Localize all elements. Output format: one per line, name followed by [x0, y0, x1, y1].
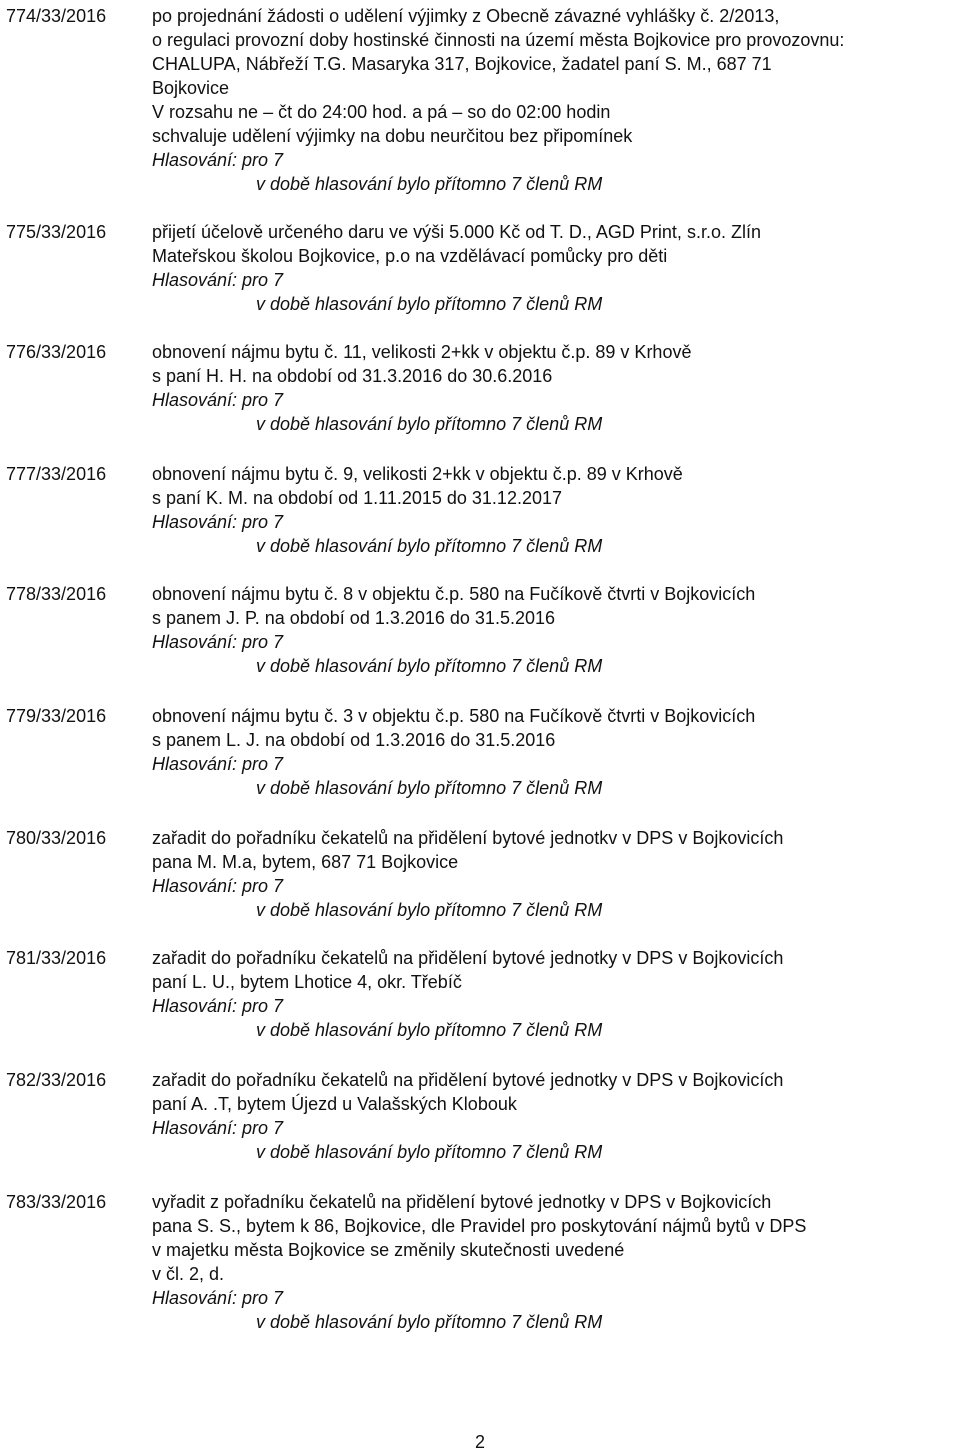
resolution-text-line: obnovení nájmu bytu č. 8 v objektu č.p. 580 na Fučíkově čtvrti v Bojkovicích: [152, 584, 756, 604]
resolution-text-line: obnovení nájmu bytu č. 9, velikosti 2+kk v objektu č.p. 89 v Krhově: [152, 464, 683, 484]
resolution-text-line: vyřadit z pořadníku čekatelů na přidělení bytové jednotky v DPS v Bojkovicích: [152, 1192, 772, 1212]
vote-result: Hlasování: pro 7: [152, 754, 284, 774]
resolution-text-line: paní A. .T, bytem Újezd u Valašských Klobouk: [152, 1094, 517, 1114]
member-presence: v době hlasování bylo přítomno 7 členů RM: [256, 1142, 603, 1162]
vote-result: Hlasování: pro 7: [152, 512, 284, 532]
resolution-body: [152, 4, 952, 196]
resolution-number: 780/33/2016: [6, 828, 107, 848]
vote-result: Hlasování: pro 7: [152, 1118, 284, 1138]
resolution-text-line: Bojkovice: [152, 78, 230, 98]
resolution-text-line: zařadit do pořadníku čekatelů na přidělení bytové jednotky v DPS v Bojkovicích: [152, 1070, 784, 1090]
resolution-text-line: v majetku města Bojkovice se změnily skutečnosti uvedené: [152, 1240, 625, 1260]
vote-result: Hlasování: pro 7: [152, 632, 284, 652]
member-presence: v době hlasování bylo přítomno 7 členů RM: [256, 778, 603, 798]
resolution-text-line: s panem L. J. na období od 1.3.2016 do 31.5.2016: [152, 730, 556, 750]
resolution-number: 777/33/2016: [6, 464, 107, 484]
resolution-number: 781/33/2016: [6, 948, 107, 968]
resolution-text-line: po projednání žádosti o udělení výjimky z Obecně závazné vyhlášky č. 2/2013,: [152, 6, 780, 26]
resolution-text-line: zařadit do pořadníku čekatelů na přidělení bytové jednotky v DPS v Bojkovicích: [152, 948, 784, 968]
resolution-body: [152, 340, 952, 436]
resolution-text-line: o regulaci provozní doby hostinské činnosti na území města Bojkovice pro provozovnu:: [152, 30, 845, 50]
resolution-text-line: pana M. M.a, bytem, 687 71 Bojkovice: [152, 852, 459, 872]
resolution-body: [152, 220, 952, 316]
page-number: 2: [474, 1432, 485, 1452]
resolution-text-line: v čl. 2, d.: [152, 1264, 225, 1284]
resolution-number: 778/33/2016: [6, 584, 107, 604]
resolution-text-line: s paní H. H. na období od 31.3.2016 do 30.6.2016: [152, 366, 553, 386]
resolution-text-line: V rozsahu ne – čt do 24:00 hod. a pá – so do 02:00 hodin: [152, 102, 611, 122]
resolution-body: [152, 462, 952, 558]
vote-result: Hlasování: pro 7: [152, 996, 284, 1016]
resolution-body: [152, 1068, 952, 1164]
resolution-text-line: zařadit do pořadníku čekatelů na přidělení bytové jednotkv v DPS v Bojkovicích: [152, 828, 784, 848]
resolution-number: 779/33/2016: [6, 706, 107, 726]
resolution-text-line: s paní K. M. na období od 1.11.2015 do 31.12.2017: [152, 488, 562, 508]
resolution-text-line: přijetí účelově určeného daru ve výši 5.000 Kč od T. D., AGD Print, s.r.o. Zlín: [152, 222, 761, 242]
resolution-text-line: Mateřskou školou Bojkovice, p.o na vzdělávací pomůcky pro děti: [152, 246, 668, 266]
resolution-text-line: obnovení nájmu bytu č. 3 v objektu č.p. 580 na Fučíkově čtvrti v Bojkovicích: [152, 706, 756, 726]
member-presence: v době hlasování bylo přítomno 7 členů RM: [256, 414, 603, 434]
member-presence: v době hlasování bylo přítomno 7 členů RM: [256, 656, 603, 676]
resolution-body: [152, 1190, 952, 1334]
resolution-text-line: paní L. U., bytem Lhotice 4, okr. Třebíč: [152, 972, 462, 992]
vote-result: Hlasování: pro 7: [152, 1288, 284, 1308]
member-presence: v době hlasování bylo přítomno 7 členů RM: [256, 900, 603, 920]
vote-result: Hlasování: pro 7: [152, 876, 284, 896]
member-presence: v době hlasování bylo přítomno 7 členů RM: [256, 174, 603, 194]
member-presence: v době hlasování bylo přítomno 7 členů RM: [256, 1312, 603, 1332]
resolution-text-line: s panem J. P. na období od 1.3.2016 do 31.5.2016: [152, 608, 555, 628]
member-presence: v době hlasování bylo přítomno 7 členů RM: [256, 294, 603, 314]
resolution-body: [152, 826, 952, 922]
vote-result: Hlasování: pro 7: [152, 150, 284, 170]
resolution-number: 774/33/2016: [6, 6, 107, 26]
resolution-body: [152, 704, 952, 800]
resolution-text-line: schvaluje udělení výjimky na dobu neurčitou bez připomínek: [152, 126, 633, 146]
resolution-number: 782/33/2016: [6, 1070, 107, 1090]
resolution-body: [152, 946, 952, 1042]
resolution-body: [152, 582, 952, 678]
resolution-text-line: pana S. S., bytem k 86, Bojkovice, dle Pravidel pro poskytování nájmů bytů v DPS: [152, 1216, 807, 1236]
member-presence: v době hlasování bylo přítomno 7 členů RM: [256, 536, 603, 556]
vote-result: Hlasování: pro 7: [152, 270, 284, 290]
resolution-text-line: obnovení nájmu bytu č. 11, velikosti 2+kk v objektu č.p. 89 v Krhově: [152, 342, 692, 362]
resolution-number: 783/33/2016: [6, 1192, 107, 1212]
resolution-text-line: CHALUPA, Nábřeží T.G. Masaryka 317, Bojkovice, žadatel paní S. M., 687 71: [152, 54, 772, 74]
resolution-number: 775/33/2016: [6, 222, 107, 242]
member-presence: v době hlasování bylo přítomno 7 členů RM: [256, 1020, 603, 1040]
vote-result: Hlasování: pro 7: [152, 390, 284, 410]
resolution-number: 776/33/2016: [6, 342, 107, 362]
